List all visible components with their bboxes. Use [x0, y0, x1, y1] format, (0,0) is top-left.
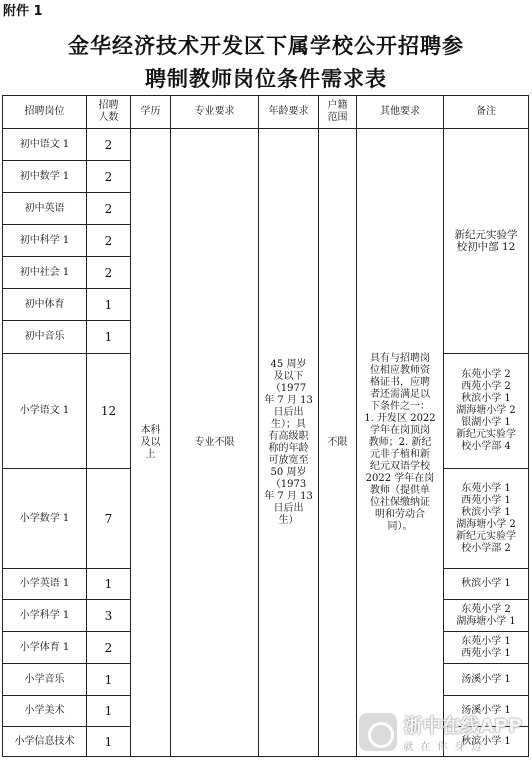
header-position: 招聘岗位: [3, 96, 87, 129]
count-cell: 2: [87, 193, 131, 225]
major-cell: 专业不限: [171, 129, 259, 757]
app-watermark: [359, 711, 522, 753]
remarks-music: 汤溪小学 1: [444, 664, 529, 696]
header-major: 专业要求: [171, 96, 259, 129]
other-requirements-cell: 具有与招聘岗 位相应教师资 格证书，应聘 者还需满足以 下条件之一： 1. 开发区 2022 学年在岗顶岗 教师；2. 新纪 元非子植和新 纪元双语学校 2022 学年在岗 教师（提供单 位社保缴纳证 明和劳动合 同）。: [357, 129, 444, 757]
count-cell: 2: [87, 257, 131, 289]
remarks-math: 东苑小学 1 西苑小学 1 秋滨小学 1 湖海塘小学 2 新纪元实验学 校小学部 2: [444, 469, 529, 569]
header-remarks: 备注: [444, 96, 529, 129]
count-cell: 1: [87, 289, 131, 321]
recruitment-table: [2, 95, 529, 757]
table-header-row: [3, 96, 529, 129]
count-cell: 1: [87, 727, 131, 757]
remarks-pe: 东苑小学 1 西苑小学 1: [444, 632, 529, 664]
count-cell: 1: [87, 664, 131, 696]
header-age: 年龄要求: [259, 96, 319, 129]
hukou-cell: 不限: [319, 129, 357, 757]
position-cell: 小学英语 1: [3, 569, 87, 600]
count-cell: 2: [87, 632, 131, 664]
header-other: 其他要求: [357, 96, 444, 129]
count-cell: 12: [87, 354, 131, 469]
count-cell: 3: [87, 600, 131, 632]
document-title-line1: 金华经济技术开发区下属学校公开招聘参: [68, 34, 464, 58]
position-cell: 小学信息技术: [3, 727, 87, 757]
position-cell: 小学数学 1: [3, 469, 87, 569]
attachment-label: 附件 1: [3, 4, 43, 19]
position-cell: 小学语文 1: [3, 354, 87, 469]
remarks-chinese: 东苑小学 2 西苑小学 2 秋滨小学 1 湖海塘小学 2 银湖小学 1 新纪元实验学 校小学部 4: [444, 354, 529, 469]
count-cell: 2: [87, 129, 131, 161]
remarks-art: 汤溪小学 1: [444, 696, 529, 727]
remarks-junior: 新纪元实验学 校初中部 12: [444, 129, 529, 354]
position-cell: 小学美术: [3, 696, 87, 727]
count-cell: 2: [87, 225, 131, 257]
position-cell: 初中英语: [3, 193, 87, 225]
watermark-slogan: 就在你身边: [403, 742, 489, 753]
header-hukou: 户籍 范围: [319, 96, 357, 129]
app-logo-icon: [359, 713, 397, 751]
position-cell: 小学音乐: [3, 664, 87, 696]
position-cell: 小学科学 1: [3, 600, 87, 632]
position-cell: 初中科学 1: [3, 225, 87, 257]
header-count: 招聘 人数: [87, 96, 131, 129]
position-cell: 初中语文 1: [3, 129, 87, 161]
position-cell: 小学体育 1: [3, 632, 87, 664]
watermark-name: 浙中在线APP: [403, 715, 522, 737]
count-cell: 2: [87, 161, 131, 193]
position-cell: 初中社会 1: [3, 257, 87, 289]
remarks-it: 秋滨小学 1: [444, 727, 529, 757]
count-cell: 1: [87, 321, 131, 354]
remarks-english: 秋滨小学 1: [444, 569, 529, 600]
position-cell: 初中体育: [3, 289, 87, 321]
table-row: [3, 129, 529, 161]
age-cell: 45 周岁 及以下 （1977 年 7 月 13 日后出 生）；具 有高级职 称的年龄 可放宽至 50 周岁 （1973 年 7 月 13 日后出 生）: [259, 129, 319, 757]
count-cell: 7: [87, 469, 131, 569]
position-cell: 初中数学 1: [3, 161, 87, 193]
header-education: 学历: [131, 96, 171, 129]
document-title-line2: 聘制教师岗位条件需求表: [145, 67, 387, 91]
count-cell: 1: [87, 569, 131, 600]
position-cell: 初中音乐: [3, 321, 87, 354]
count-cell: 1: [87, 696, 131, 727]
remarks-science: 东苑小学 2 湖海塘小学 1: [444, 600, 529, 632]
education-cell: 本科 及以 上: [131, 129, 171, 757]
